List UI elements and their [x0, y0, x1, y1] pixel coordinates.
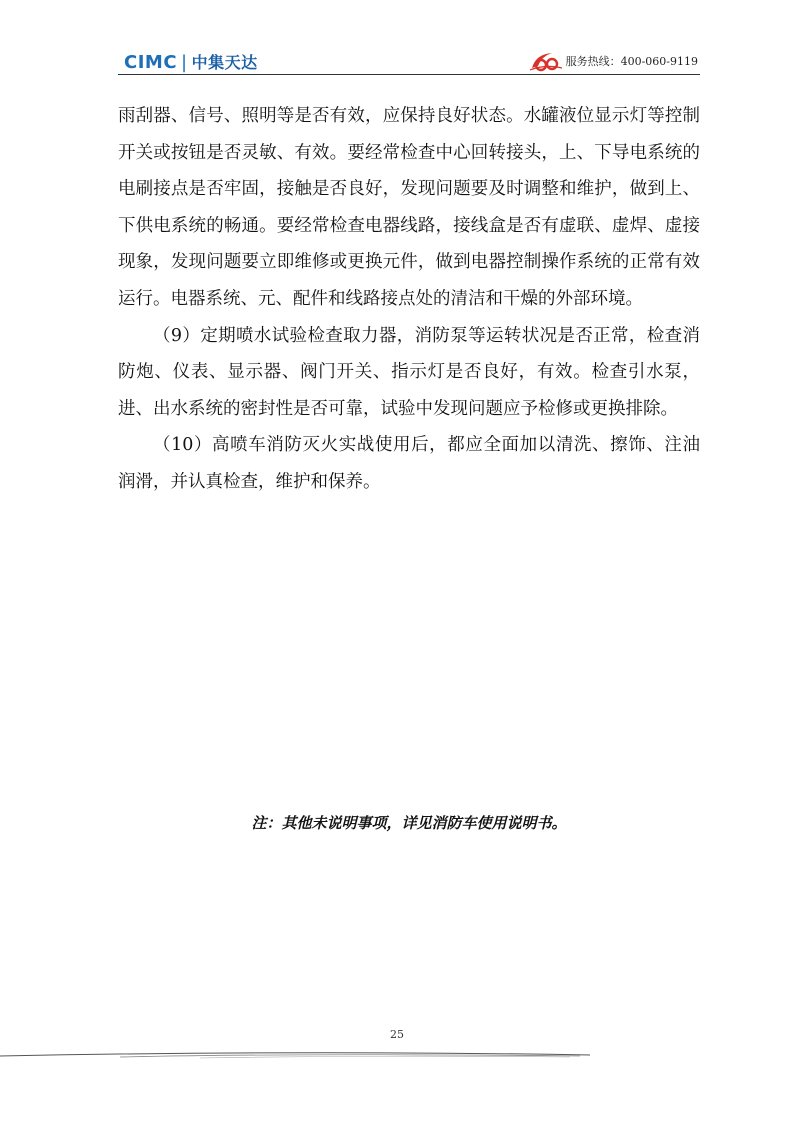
body-paragraph-2: （9）定期喷水试验检查取力器，消防泵等运转状况是否正常，检查消防炮、仪表、显示器、阀门开关、指示灯是否良好，有效。检查引水泵，进、出水系统的密封性是否可靠，试验中发现问题应予检修或更换排除。	[118, 325, 700, 419]
hotline-text: 服务热线：400-060-9119	[565, 55, 698, 68]
service-hotline	[528, 50, 698, 72]
footnote: 注：其他未说明事项，详见消防车使用说明书。	[251, 814, 567, 832]
body-paragraph-1: 雨刮器、信号、照明等是否有效，应保持良好状态。水罐液位显示灯等控制开关或按钮是否灵敏、有效。要经常检查中心回转接头，上、下导电系统的电刷接点是否牢固，接触是否良好，发现问题要及时调整和维护，做到上、下供电系统的畅通。要经常检查电器线路，接线盒是否有虚联、虚焊、虚接现象，发现问题要立即维修或更换元件，做到电器控制操作系统的正常有效运行。电器系统、元、配件和线路接点处的清洁和干燥的外部环境。	[118, 106, 700, 309]
header-divider	[118, 74, 700, 75]
logo-separator: |	[181, 52, 188, 73]
logo-chinese-name: 中集天达	[191, 53, 258, 72]
body-paragraph-3: （10）高喷车消防灭火实战使用后，都应全面加以清洗、擦饰、注油润滑，并认真检查，维护和保养。	[118, 435, 700, 492]
page-header	[118, 44, 700, 76]
page-number: 25	[390, 1028, 404, 1041]
logo-brand: CIMC	[124, 52, 178, 73]
cimc-logo	[124, 50, 258, 73]
footer-divider	[0, 1048, 590, 1062]
page-body	[118, 98, 700, 501]
anniversary-60-icon	[528, 50, 564, 72]
